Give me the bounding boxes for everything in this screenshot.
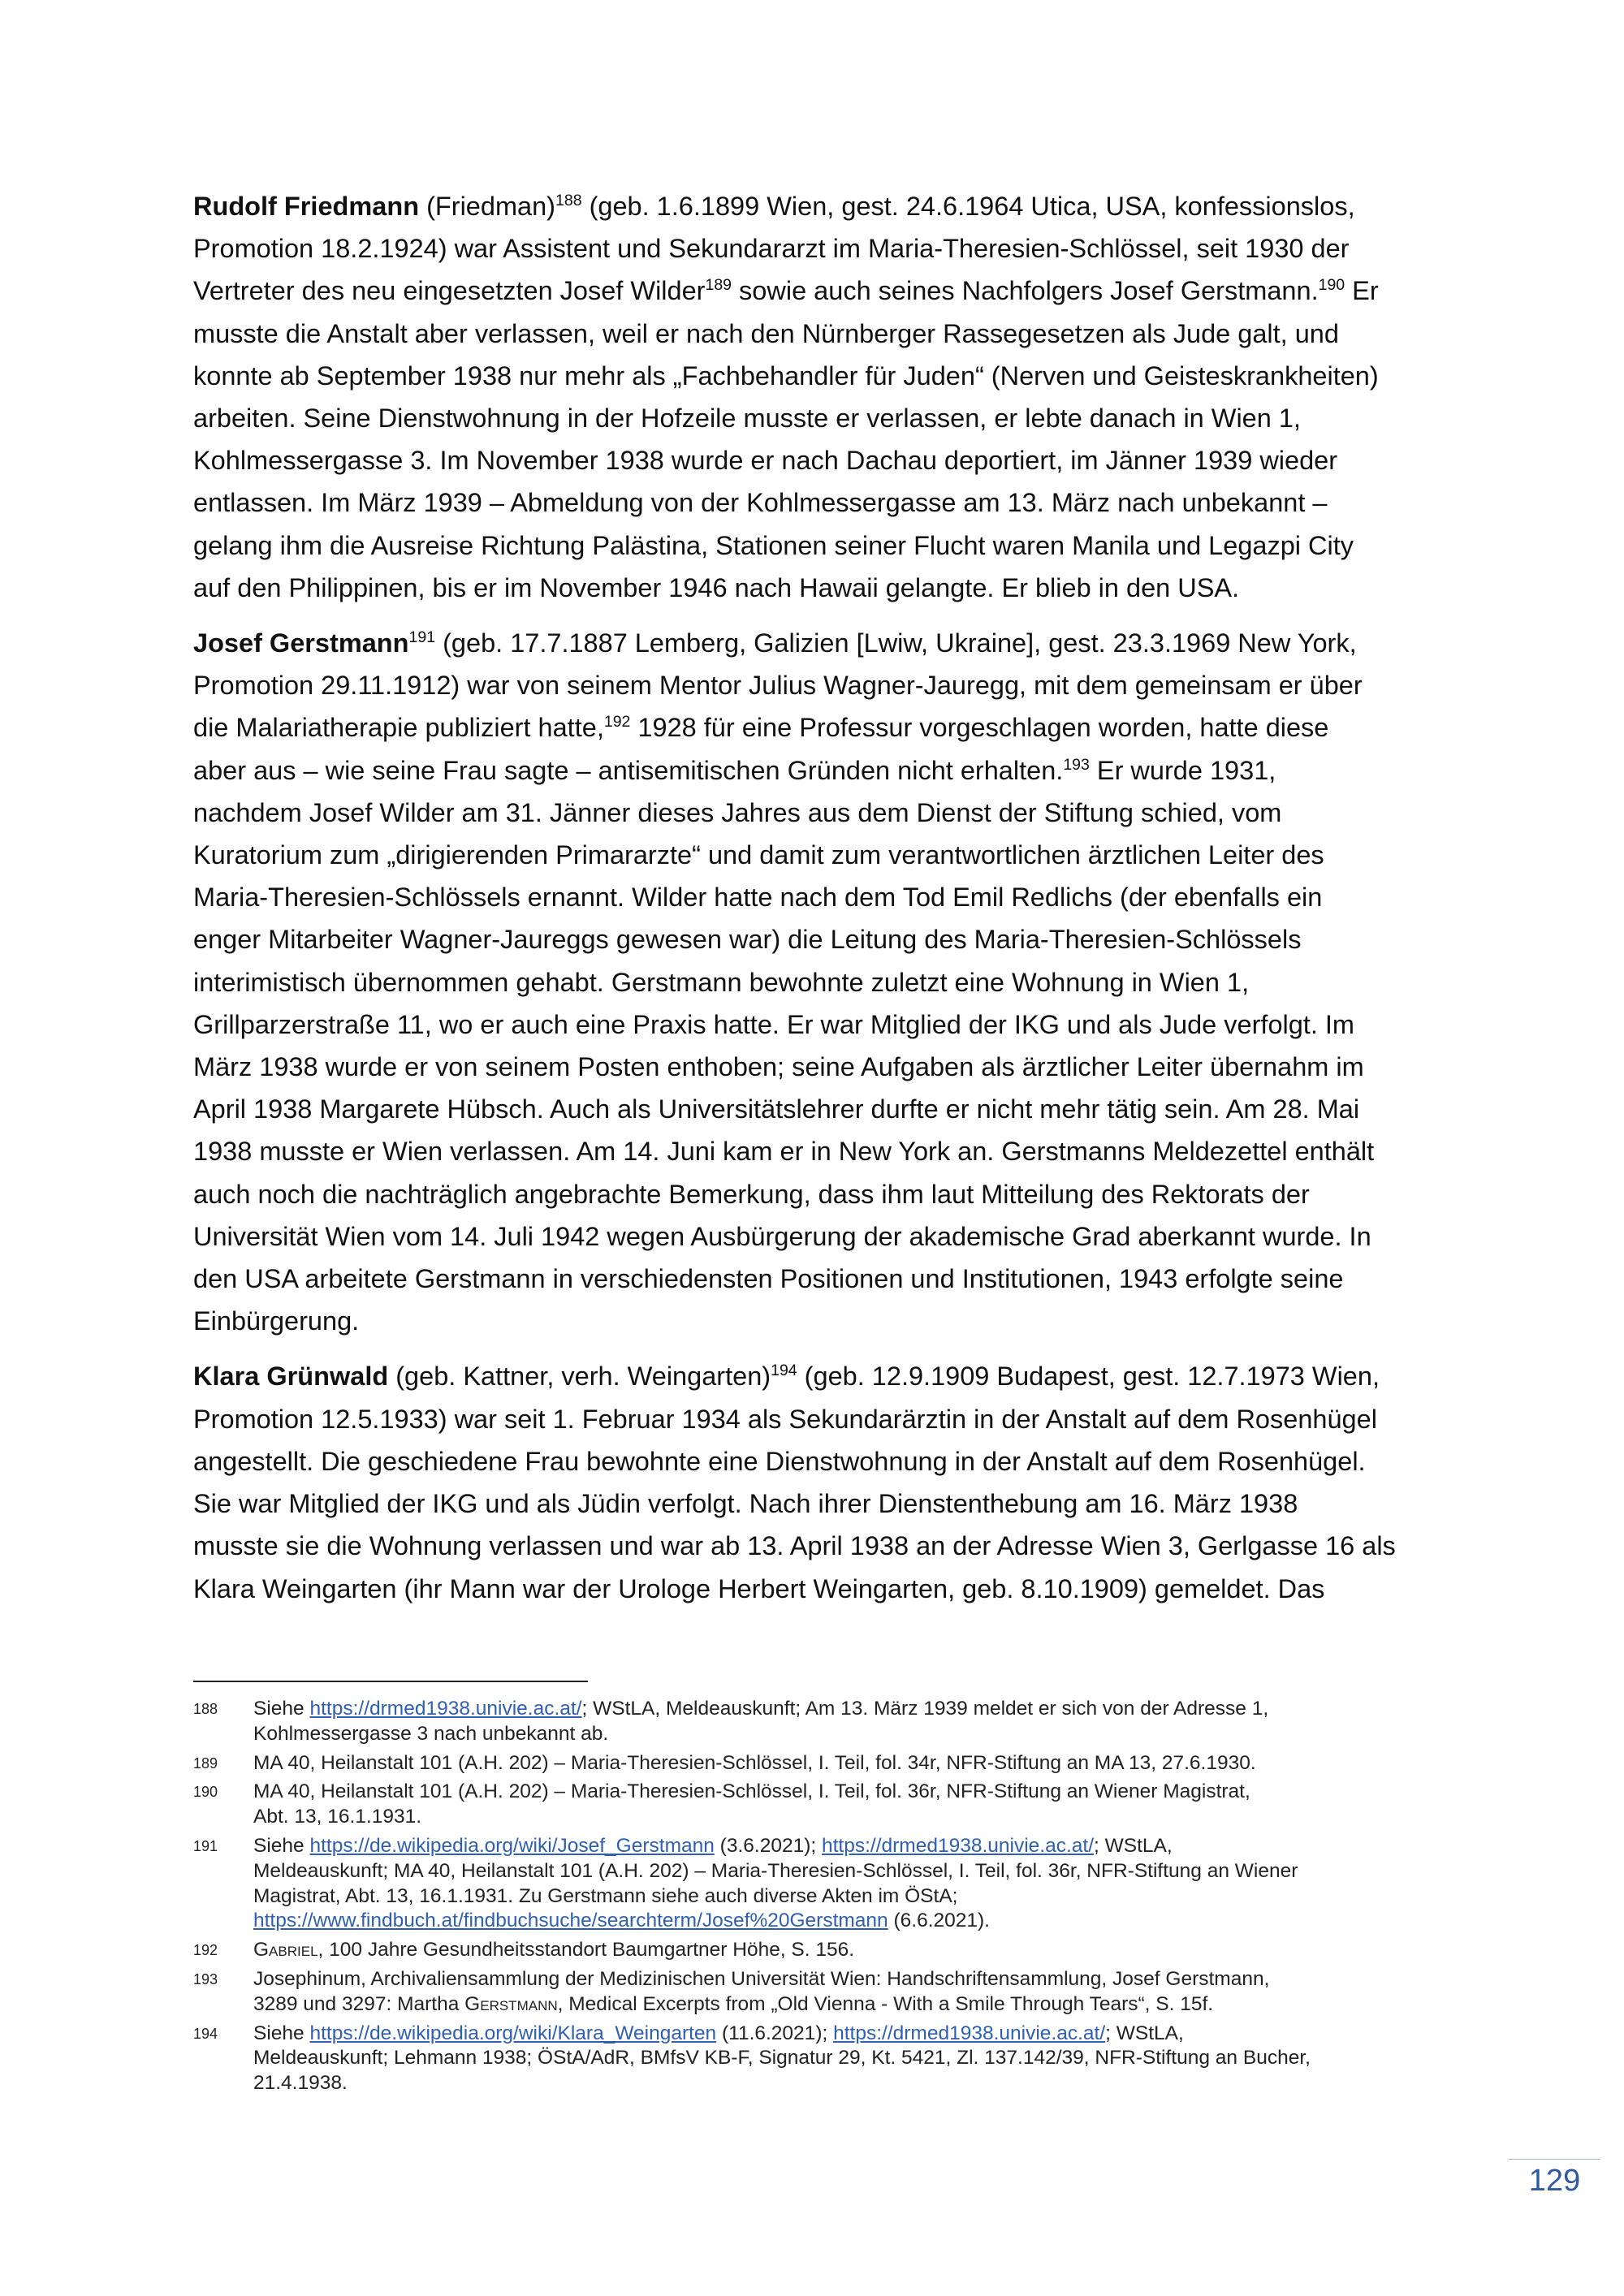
footnote-193 (193, 1967, 1460, 2018)
footnote-line (253, 1780, 1460, 1805)
footnote-line (253, 1697, 1460, 1722)
text-line: Klara Weingarten (ihr Mann war der Urologe Herbert Weingarten, geb. 8.10.1909) gemeldet. Das (193, 1573, 1325, 1603)
text-line: gelang ihm die Ausreise Richtung Palästina, Stationen seiner Flucht waren Manila und Legazpi City (193, 530, 1354, 560)
name-bold: Josef Gerstmann (193, 628, 409, 658)
footnote-line (253, 1722, 1460, 1747)
text-line: nachdem Josef Wilder am 31. Jänner dieses Jahres aus dem Dienst der Stiftung schied, vom (193, 797, 1282, 827)
text-line: März 1938 wurde er von seinem Posten enthoben; seine Aufgaben als ärztlicher Leiter übernahm im (193, 1052, 1364, 1082)
footnote-text: Siehe (253, 2022, 310, 2044)
footnote-text: Meldeauskunft; Lehmann 1938; ÖStA/AdR, BMfsV KB-F, Signatur 29, Kt. 5421, Zl. 137.142/39, NFR-Stiftung an Bucher, (253, 2047, 1311, 2069)
text-line: Einbürgerung. (193, 1306, 360, 1336)
paragraph-gruenwald (193, 1355, 1460, 1609)
footnote-link[interactable]: https://de.wikipedia.org/wiki/Klara_Weingarten (309, 2022, 717, 2044)
footnote-line (253, 1967, 1460, 1992)
footnote-text: 21.4.1938. (253, 2072, 348, 2095)
footnote-text: Kohlmessergasse 3 nach unbekannt ab. (253, 1722, 609, 1745)
text-line: Promotion 29.11.1912) war von seinem Mentor Julius Wagner-Jauregg, mit dem gemeinsam er über (193, 671, 1363, 701)
text-line: auch noch die nachträglich angebrachte Bemerkung, dass ihm laut Mitteilung des Rektorats der (193, 1179, 1310, 1209)
text-line: April 1938 Margarete Hübsch. Auch als Universitätslehrer durfte er nicht mehr tätig sein. Am 28. Mai (193, 1094, 1360, 1124)
author-name: Gerstmann (464, 1992, 558, 2015)
footnote-text: ; WStLA, (1094, 1834, 1173, 1857)
footnote-text: 3289 und 3297: Martha (253, 1992, 465, 2015)
text-line: Promotion 12.5.1933) war seit 1. Februar 1934 als Sekundarärztin in der Anstalt auf dem Rosenhügel (193, 1404, 1377, 1434)
text-line: den USA arbeitete Gerstmann in verschiedensten Positionen und Institutionen, 1943 erfolgte seine (193, 1264, 1344, 1294)
footnote-194 (193, 2022, 1460, 2096)
footnote-line (253, 1751, 1460, 1776)
footnote-text: Meldeauskunft; MA 40, Heilanstalt 101 (A.H. 202) – Maria-Theresien-Schlössel, I. Teil, fol. 36r, NFR-Stiftung an Wiener (253, 1859, 1298, 1882)
name-bold: Rudolf Friedmann (193, 192, 420, 221)
footnote-text: Siehe (253, 1834, 310, 1857)
footnote-ref[interactable]: 190 (1318, 276, 1345, 295)
footnote-number: 193 (193, 1970, 218, 1987)
footnote-line (253, 1834, 1460, 1859)
footnote-text: MA 40, Heilanstalt 101 (A.H. 202) – Maria-Theresien-Schlössel, I. Teil, fol. 36r, NFR-Stiftung an Wiener Magistrat, (253, 1780, 1250, 1803)
footnote-text: , Medical Excerpts from „Old Vienna - With a Smile Through Tears“, S. 15f. (557, 1992, 1214, 2015)
footnote-line (253, 2071, 1460, 2096)
footnote-text: Abt. 13, 16.1.1931. (253, 1806, 422, 1828)
footnote-text: Josephinum, Archivaliensammlung der Medizinischen Universität Wien: Handschriftensammlung, Josef Gerstmann, (253, 1967, 1270, 1990)
text-line: Vertreter des neu eingesetzten Josef Wilder$^{189}$ sowie auch seines Nachfolgers Josef Gerstmann.$^{190}$ Er (193, 276, 1379, 306)
text-line: Sie war Mitglied der IKG und als Jüdin verfolgt. Nach ihrer Dienstenthebung am 16. März 1938 (193, 1489, 1298, 1519)
text-line: die Malariatherapie publiziert hatte,$^{192}$ 1928 für eine Professur vorgeschlagen worden, hatte diese (193, 713, 1329, 743)
footnote-text: (6.6.2021). (888, 1910, 990, 1932)
footnote-line (253, 1805, 1460, 1830)
footnote-ref[interactable]: 193 (1063, 755, 1090, 774)
footnote-number: 189 (193, 1754, 218, 1772)
footnote-line (253, 1859, 1460, 1884)
footnote-192 (193, 1938, 1460, 1963)
footnote-text: , 100 Jahre Gesundheitsstandort Baumgartner Höhe, S. 156. (317, 1939, 855, 1962)
footnote-number: 194 (193, 2025, 218, 2042)
footnote-ref[interactable]: 191 (408, 628, 436, 646)
text-line: enger Mitarbeiter Wagner-Jaureggs gewesen war) die Leitung des Maria-Theresien-Schlössels (193, 925, 1302, 955)
footnote-text: MA 40, Heilanstalt 101 (A.H. 202) – Maria-Theresien-Schlössel, I. Teil, fol. 34r, NFR-Stiftung an MA 13, 27.6.1930. (253, 1751, 1256, 1774)
footnote-line (253, 1992, 1460, 2018)
text-line: entlassen. Im März 1939 – Abmeldung von der Kohlmessergasse am 13. März nach unbekannt – (193, 488, 1328, 518)
footnote-188 (193, 1697, 1460, 1747)
paragraph-gerstmann (193, 622, 1460, 1342)
footnote-189 (193, 1751, 1460, 1776)
footnote-text: (3.6.2021); (714, 1834, 822, 1857)
text-line: Rudolf Friedmann (Friedman)$^{188}$ (geb. 1.6.1899 Wien, gest. 24.6.1964 Utica, USA, konfessionslos, (193, 191, 1355, 221)
text-line: Kohlmessergasse 3. Im November 1938 wurde er nach Dachau deportiert, im Jänner 1939 wieder (193, 446, 1338, 476)
text-line: interimistisch übernommen gehabt. Gerstmann bewohnte zuletzt eine Wohnung in Wien 1, (193, 967, 1250, 997)
text-line: auf den Philippinen, bis er im November 1946 nach Hawaii gelangte. Er blieb in den USA. (193, 572, 1240, 602)
text-line: 1938 musste er Wien verlassen. Am 14. Juni kam er in New York an. Gerstmanns Meldezettel enthält (193, 1137, 1375, 1167)
footnote-ref[interactable]: 188 (555, 191, 582, 209)
footnote-number: 192 (193, 1942, 218, 1959)
footnote-text: Magistrat, Abt. 13, 16.1.1931. Zu Gerstmann siehe auch diverse Akten im ÖStA; (253, 1884, 958, 1907)
footnote-line (253, 2046, 1460, 2071)
footnote-190 (193, 1780, 1460, 1830)
text-line: Klara Grünwald (geb. Kattner, verh. Weingarten)$^{194}$ (geb. 12.9.1909 Budapest, gest. 12.7.1973 Wien, (193, 1362, 1380, 1392)
footnote-link[interactable]: https://drmed1938.univie.ac.at/ (309, 1698, 582, 1720)
footnote-line (253, 1909, 1460, 1934)
text-line: musste die Anstalt aber verlassen, weil er nach den Nürnberger Rassegesetzen als Jude galt, und (193, 318, 1339, 348)
text-line: Promotion 18.2.1924) war Assistent und Sekundararzt im Maria-Theresien-Schlössel, seit 1930 der (193, 234, 1350, 264)
footnotes (193, 1697, 1460, 2100)
text-line: aber aus – wie seine Frau sagte – antisemitischen Gründen nicht erhalten.$^{193}$ Er wurde 1931, (193, 755, 1276, 785)
name-bold: Klara Grünwald (193, 1362, 389, 1392)
footnote-line (253, 1884, 1460, 1910)
footnote-line (253, 2022, 1460, 2047)
footnote-link[interactable]: https://de.wikipedia.org/wiki/Josef_Gerstmann (309, 1834, 715, 1857)
footnote-separator (193, 1681, 588, 1682)
footnote-number: 191 (193, 1837, 218, 1854)
body-text (193, 185, 1460, 1623)
footnote-text: ; WStLA, (1105, 2022, 1184, 2044)
footnote-text: Siehe (253, 1698, 310, 1720)
text-line: arbeiten. Seine Dienstwohnung in der Hofzeile musste er verlassen, er lebte danach in Wien 1, (193, 404, 1301, 434)
page-number: 129 (1528, 2164, 1581, 2198)
text-line: musste sie die Wohnung verlassen und war ab 13. April 1938 an der Adresse Wien 3, Gerlgasse 16 als (193, 1531, 1396, 1561)
footnote-ref[interactable]: 192 (603, 713, 631, 732)
paragraph-friedmann (193, 185, 1460, 609)
footnote-191 (193, 1834, 1460, 1934)
author-name: Gabriel (253, 1939, 318, 1962)
footnote-number: 188 (193, 1701, 218, 1717)
footnote-link[interactable]: https://www.findbuch.at/findbuchsuche/searchterm/Josef%20Gerstmann (253, 1910, 888, 1932)
text-line: Maria-Theresien-Schlössels ernannt. Wilder hatte nach dem Tod Emil Redlichs (der ebenfalls ein (193, 883, 1323, 913)
footnote-link[interactable]: https://drmed1938.univie.ac.at/ (821, 1834, 1095, 1857)
page-number-rule (1509, 2159, 1600, 2160)
footnote-line (253, 1938, 1460, 1963)
text-line: Grillparzerstraße 11, wo er auch eine Praxis hatte. Er war Mitglied der IKG und als Jude verfolgt. Im (193, 1009, 1354, 1039)
footnote-text: ; WStLA, Meldeauskunft; Am 13. März 1939 meldet er sich von der Adresse 1, (581, 1698, 1269, 1720)
text-line: angestellt. Die geschiedene Frau bewohnte eine Dienstwohnung in der Anstalt auf dem Rosenhügel. (193, 1446, 1366, 1476)
text-line: Universität Wien vom 14. Juli 1942 wegen Ausbürgerung der akademische Grad aberkannt wurde. In (193, 1221, 1371, 1251)
text-line: konnte ab September 1938 nur mehr als „Fachbehandler für Juden“ (Nerven und Geisteskrankheiten) (193, 360, 1379, 391)
footnote-text: (11.6.2021); (716, 2022, 834, 2044)
text-line: Josef Gerstmann$^{191}$ (geb. 17.7.1887 Lemberg, Galizien [Lwiw, Ukraine], gest. 23.3.1969 New York, (193, 628, 1357, 658)
footnote-number: 190 (193, 1784, 218, 1801)
footnote-ref[interactable]: 189 (705, 276, 732, 295)
footnote-ref[interactable]: 194 (771, 1362, 797, 1380)
text-line: Kuratorium zum „dirigierenden Primararzte“ und damit zum verantwortlichen ärztlichen Leiter des (193, 840, 1324, 870)
footnote-link[interactable]: https://drmed1938.univie.ac.at/ (833, 2022, 1106, 2044)
